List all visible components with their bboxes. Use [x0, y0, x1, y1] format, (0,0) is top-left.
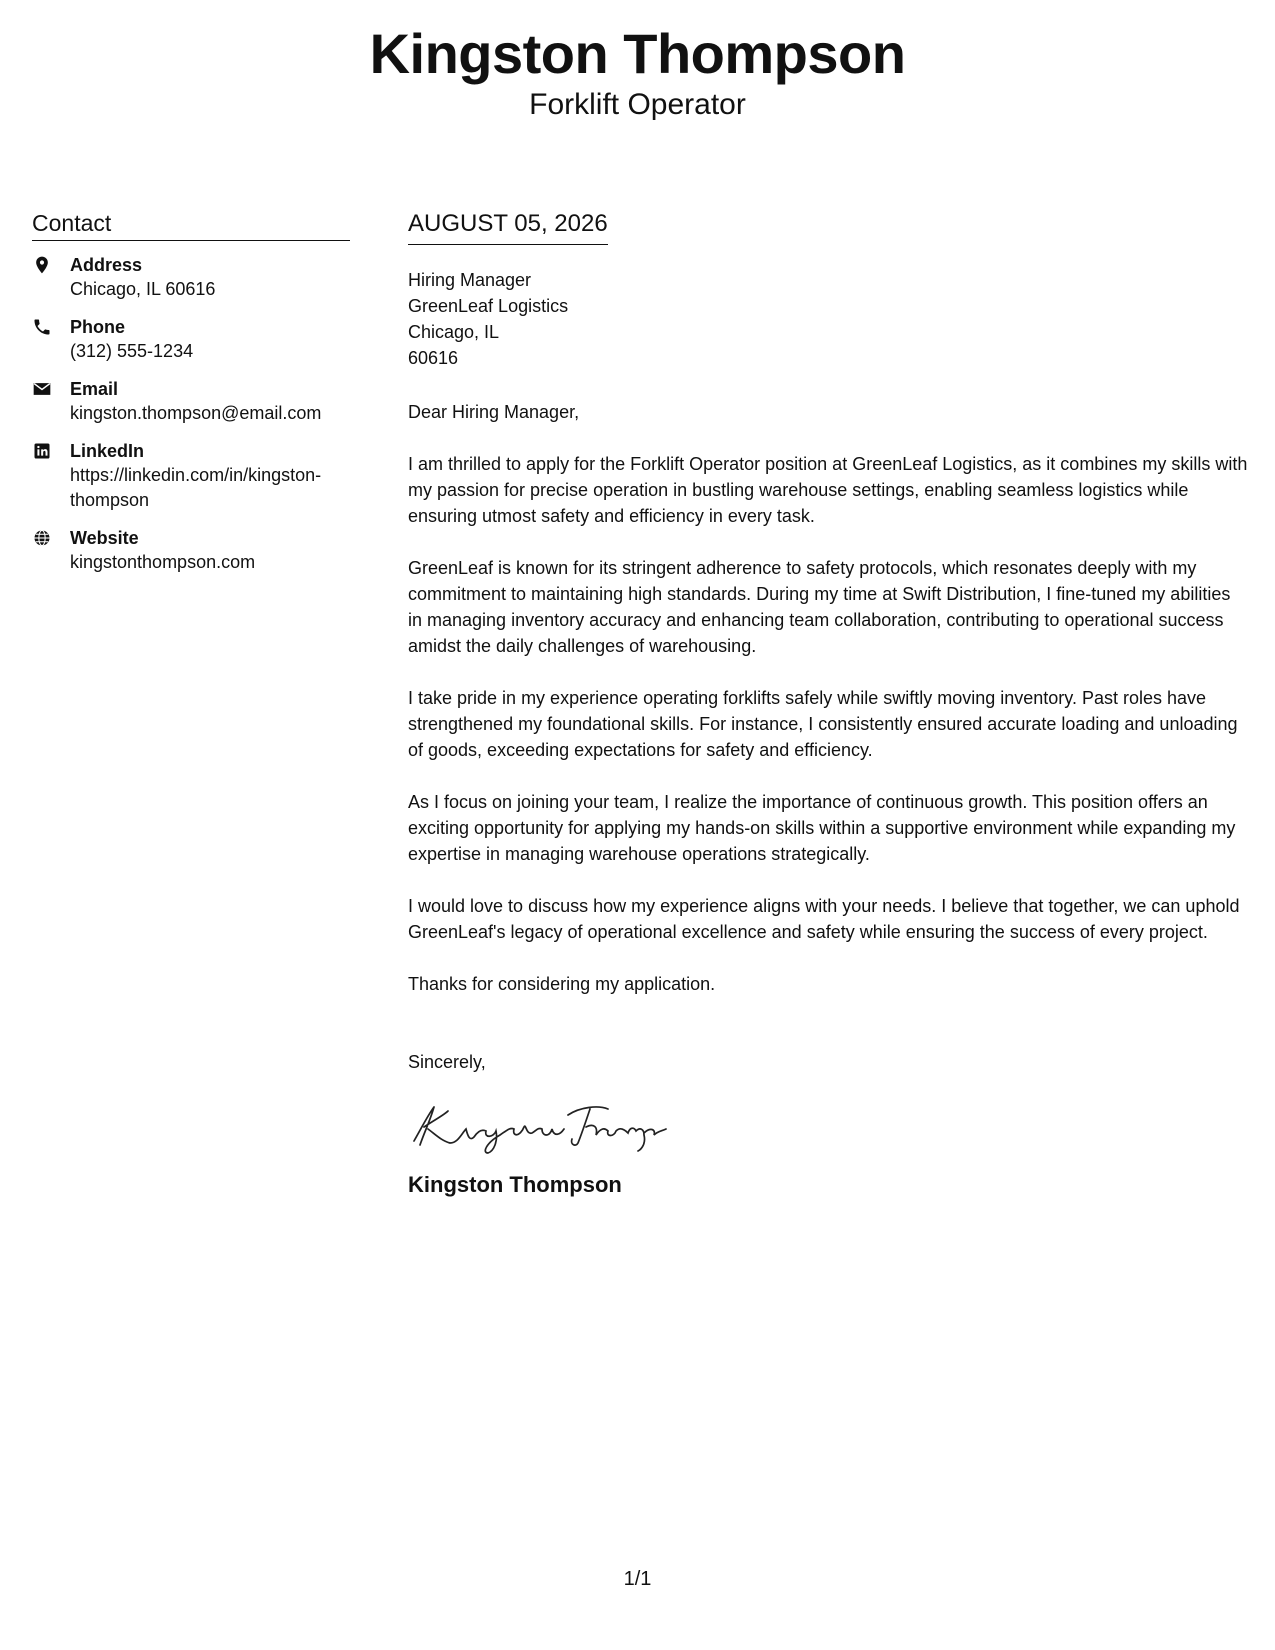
recipient-line: Hiring Manager	[408, 270, 532, 290]
signoff: Sincerely,	[408, 1052, 486, 1072]
contact-value: kingstonthompson.com	[70, 552, 256, 572]
contact-item-website	[32, 526, 350, 575]
contact-value: Chicago, IL 60616	[70, 279, 216, 299]
contact-value: https://linkedin.com/in/kingston-thompson	[70, 465, 322, 510]
contact-item-address	[32, 253, 350, 302]
contact-value: (312) 555-1234	[70, 341, 194, 361]
body-paragraph: I take pride in my experience operating forklifts safely while swiftly moving inventory. Past roles have strengthened my foundational skills. For instance, I consistently ensured accurate loading and unloading of goods, exceeding expectations for safety and efficiency.	[408, 688, 1238, 760]
phone-icon	[32, 315, 70, 364]
closing-line: Thanks for considering my application.	[408, 974, 716, 994]
recipient-line: Chicago, IL	[408, 322, 500, 342]
applicant-name: Kingston Thompson	[369, 22, 906, 85]
contact-label: Address	[70, 255, 143, 275]
contact-label: Phone	[70, 317, 126, 337]
recipient-block	[408, 267, 1248, 371]
contact-item-linkedin	[32, 439, 350, 513]
recipient-line: GreenLeaf Logistics	[408, 296, 569, 316]
contact-item-phone	[32, 315, 350, 364]
letter-body	[408, 210, 1248, 1199]
globe-icon	[32, 526, 70, 575]
body-paragraph: As I focus on joining your team, I realize the importance of continuous growth. This position offers an exciting opportunity for applying my hands-on skills within a supportive environment while expanding my expertise in managing warehouse operations strategically.	[408, 792, 1236, 864]
letter-header	[0, 22, 1275, 122]
envelope-icon	[32, 377, 70, 426]
contact-label: LinkedIn	[70, 441, 145, 461]
contact-label: Email	[70, 379, 119, 399]
recipient-line: 60616	[408, 348, 459, 368]
body-paragraph: GreenLeaf is known for its stringent adherence to safety protocols, which resonates deeply with my commitment to maintaining high standards. During my time at Swift Distribution, I fine-tuned my abilities in managing inventory accuracy and enhancing team collaboration, contributing to operational success amidst the daily challenges of warehousing.	[408, 558, 1231, 656]
body-paragraph: I would love to discuss how my experience aligns with your needs. I believe that together, we can uphold GreenLeaf's legacy of operational excellence and safety while ensuring the success of every project.	[408, 896, 1240, 942]
contact-value: kingston.thompson@email.com	[70, 403, 322, 423]
page-number: 1/1	[623, 1568, 652, 1590]
location-pin-icon	[32, 253, 70, 302]
contact-sidebar	[32, 210, 350, 588]
letter-date: AUGUST 05, 2026	[408, 210, 608, 245]
contact-heading: Contact	[32, 210, 350, 241]
linkedin-icon	[32, 439, 70, 513]
contact-label: Website	[70, 528, 139, 548]
handwritten-signature	[408, 1097, 668, 1157]
contact-item-email	[32, 377, 350, 426]
applicant-title: Forklift Operator	[529, 88, 746, 121]
salutation: Dear Hiring Manager,	[408, 402, 580, 422]
body-paragraph: I am thrilled to apply for the Forklift Operator position at GreenLeaf Logistics, as it combines my skills with my passion for precise operation in bustling warehouse settings, enabling seamless logistics while ensuring utmost safety and efficiency in every task.	[408, 454, 1248, 526]
signed-name: Kingston Thompson	[408, 1172, 622, 1197]
